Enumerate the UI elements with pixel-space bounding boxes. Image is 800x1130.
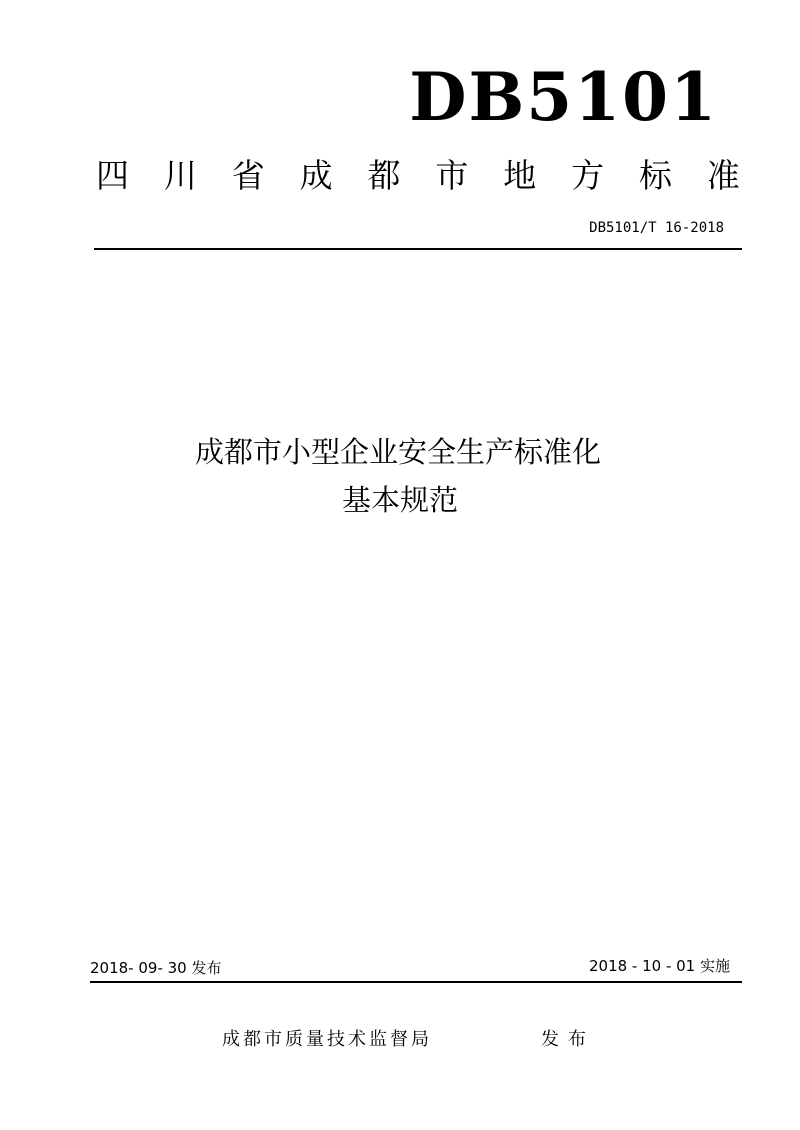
standard-type-char: 成 — [299, 156, 333, 195]
issuing-authority: 成都市质量技术监督局 — [222, 1029, 432, 1050]
standard-type-char: 地 — [503, 156, 537, 195]
header-divider — [94, 248, 742, 250]
standard-code-logo: DB5101 — [409, 58, 718, 136]
standard-type-char: 标 — [639, 156, 672, 195]
document-title — [0, 428, 800, 524]
standard-type-char: 四 — [96, 156, 129, 195]
standard-type-char: 川 — [163, 156, 197, 195]
standard-type-char: 准 — [706, 156, 740, 195]
standard-number: DB5101/T 16-2018 — [589, 220, 724, 236]
issue-label: 发布 — [541, 1029, 595, 1050]
title-line-1: 成都市小型企业安全生产标准化 — [194, 435, 601, 469]
standard-type-char: 都 — [367, 156, 401, 195]
standard-type-char: 方 — [571, 156, 605, 195]
standard-type-heading — [96, 156, 740, 196]
publish-date: 2018- 09- 30 发布 — [90, 959, 222, 977]
footer-divider — [90, 981, 742, 983]
standard-type-char: 省 — [231, 156, 265, 195]
standard-type-char: 市 — [435, 156, 469, 195]
effective-date: 2018 - 10 - 01 实施 — [588, 957, 730, 975]
title-line-2: 基本规范 — [341, 483, 458, 517]
